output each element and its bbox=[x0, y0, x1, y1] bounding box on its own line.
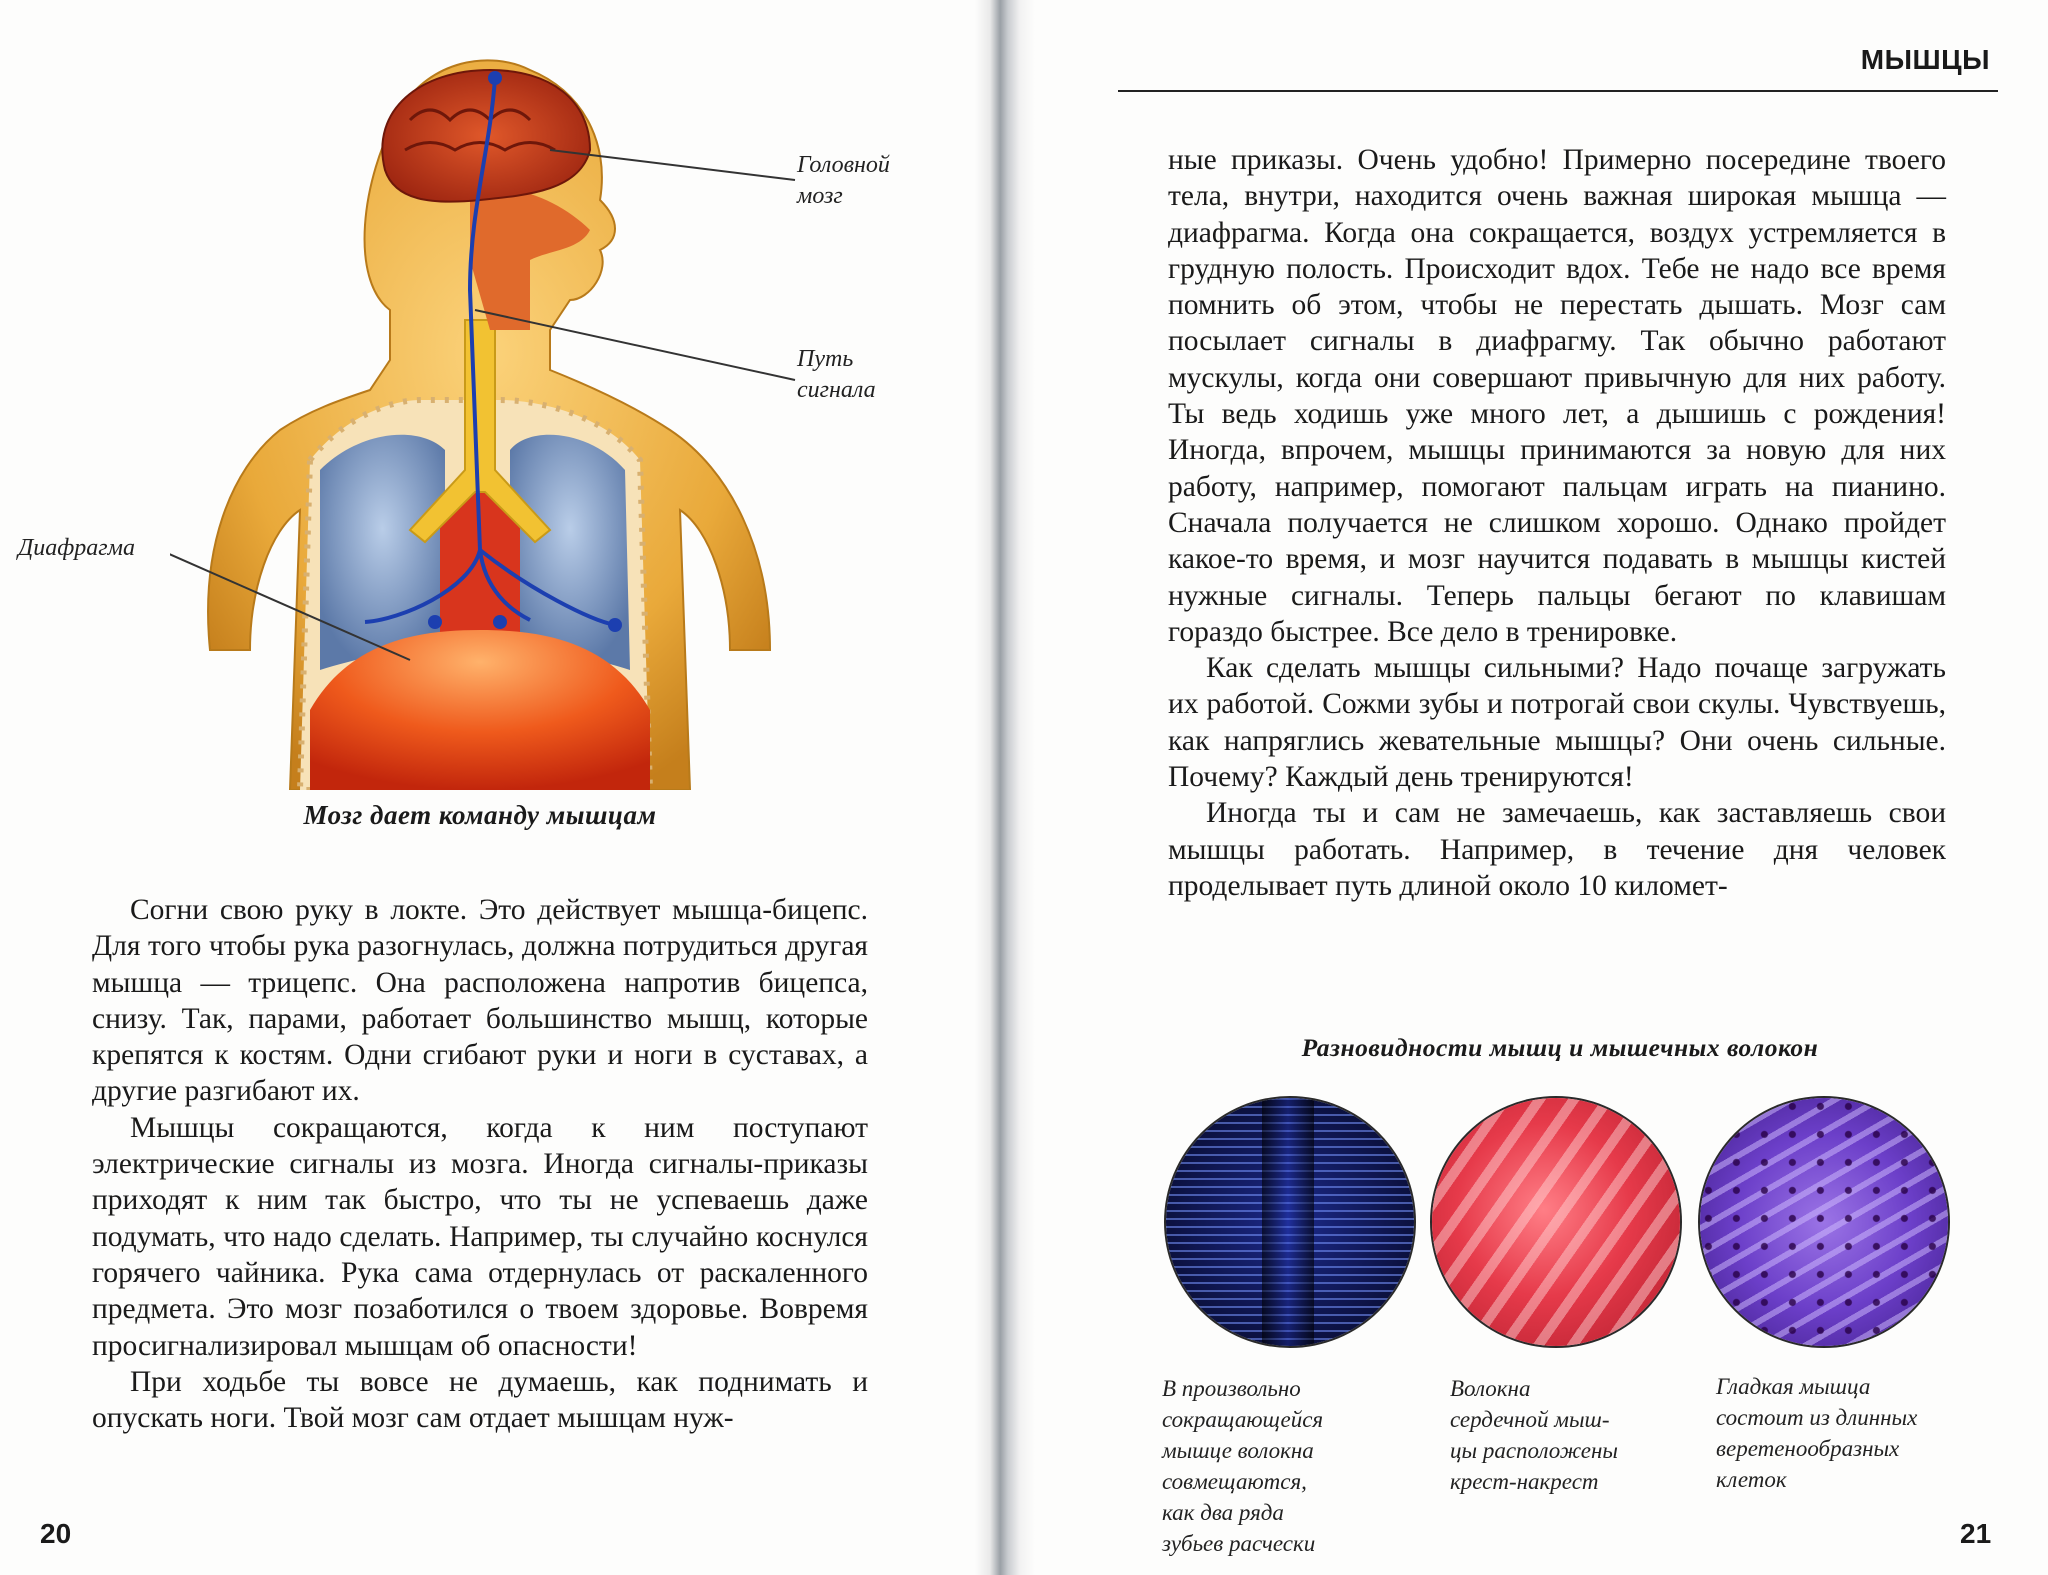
label-signal-path: Путь сигнала bbox=[797, 346, 876, 403]
page-number-left: 20 bbox=[40, 1518, 72, 1549]
paragraph: При ходьбе ты вовсе не думаешь, как поднимать и опускать ноги. Твой мозг сам отдает мышцам нуж- bbox=[92, 1365, 868, 1435]
paragraph: Иногда ты и сам не замечаешь, как заставляешь свои мышцы работать. Например, в течение дня человек проделывает путь длиной около 10 километ- bbox=[1168, 797, 1946, 902]
caption-cardiac: Волокна сердечной мыш- цы расположены крест-накрест bbox=[1450, 1376, 1618, 1494]
fibers-section-title: Разновидности мышц и мышечных волокон bbox=[1301, 1033, 1819, 1062]
header-rule bbox=[1118, 90, 1998, 92]
paragraph: ные приказы. Очень удобно! Примерно посередине твоего тела, внутри, находится очень важная широкая мышца — диафрагма. Когда она сокращается, воздух устремляется в грудную полость. Происходит вдох. Тебе не надо все время помнить об этом, чтобы не перестать дышать. Мозг сам посылает сигналы в диафрагму. Так обычно работают мускулы, когда они совершают привычную для них работу. Ты ведь ходишь уже много лет, а дышишь с рождения! Иногда, впрочем, мышцы принимаются за новую для них работу, например, помогают пальцам играть на пианино. Сначала получается не слишком хорошо. Однако пройдет какое-то время, и мозг научится подавать в мышцы кистей нужные сигналы. Теперь пальцы бегают по клавишам гораздо быстрее. Все дело в тренировке. bbox=[1168, 144, 1946, 648]
cardiac-muscle-micrograph bbox=[1432, 1098, 1680, 1346]
label-diaphragm: Диафрагма bbox=[18, 535, 135, 561]
book-spine bbox=[975, 0, 1035, 1575]
paragraph: Мышцы сокращаются, когда к ним поступают электрические сигналы из мозга. Иногда сигналы-приказы приходят к ним так быстро, что ты не успеваешь даже подумать, что надо сделать. Например, ты случайно коснулся горячего чайника. Рука сама отдернулась от раскаленного предмета. Это мозг позаботился о твоем здоровье. Вовремя просигнализировал мышцам об опасности! bbox=[92, 1111, 868, 1362]
running-header: МЫШЦЫ bbox=[1860, 44, 1990, 75]
label-brain: Головной мозг bbox=[797, 152, 890, 209]
skeletal-muscle-micrograph bbox=[1166, 1098, 1414, 1346]
paragraph: Согни свою руку в локте. Это действует мышца-бицепс. Для того чтобы рука разогнулась, должна потрудиться другая мышца — трицепс. Она расположена напротив бицепса, снизу. Так, парами, работает большинство мышц, которые крепятся к костям. Одни сгибают руки и ноги в суставах, а другие разгибают их. bbox=[92, 894, 868, 1108]
paragraph: Как сделать мышцы сильными? Надо почаще загружать их работой. Сожми зубы и потрогай свои скулы. Чувствуешь, как напряглись жевательные мышцы? Они очень сильные. Почему? Каждый день тренируются! bbox=[1168, 652, 1946, 794]
left-body-text bbox=[92, 892, 868, 1436]
caption-skeletal: В произвольно сокращающейся мышце волокна совмещаются, как два ряда зубьев расчески bbox=[1162, 1376, 1324, 1556]
caption-smooth: Гладкая мышца состоит из длинных веретенообразных клеток bbox=[1716, 1374, 1918, 1492]
right-body-text bbox=[1168, 142, 1946, 904]
anatomy-illustration bbox=[170, 30, 810, 790]
page-number-right: 21 bbox=[1960, 1518, 1992, 1549]
figure-caption: Мозг дает команду мышцам bbox=[303, 800, 657, 830]
smooth-muscle-micrograph bbox=[1700, 1098, 1948, 1346]
